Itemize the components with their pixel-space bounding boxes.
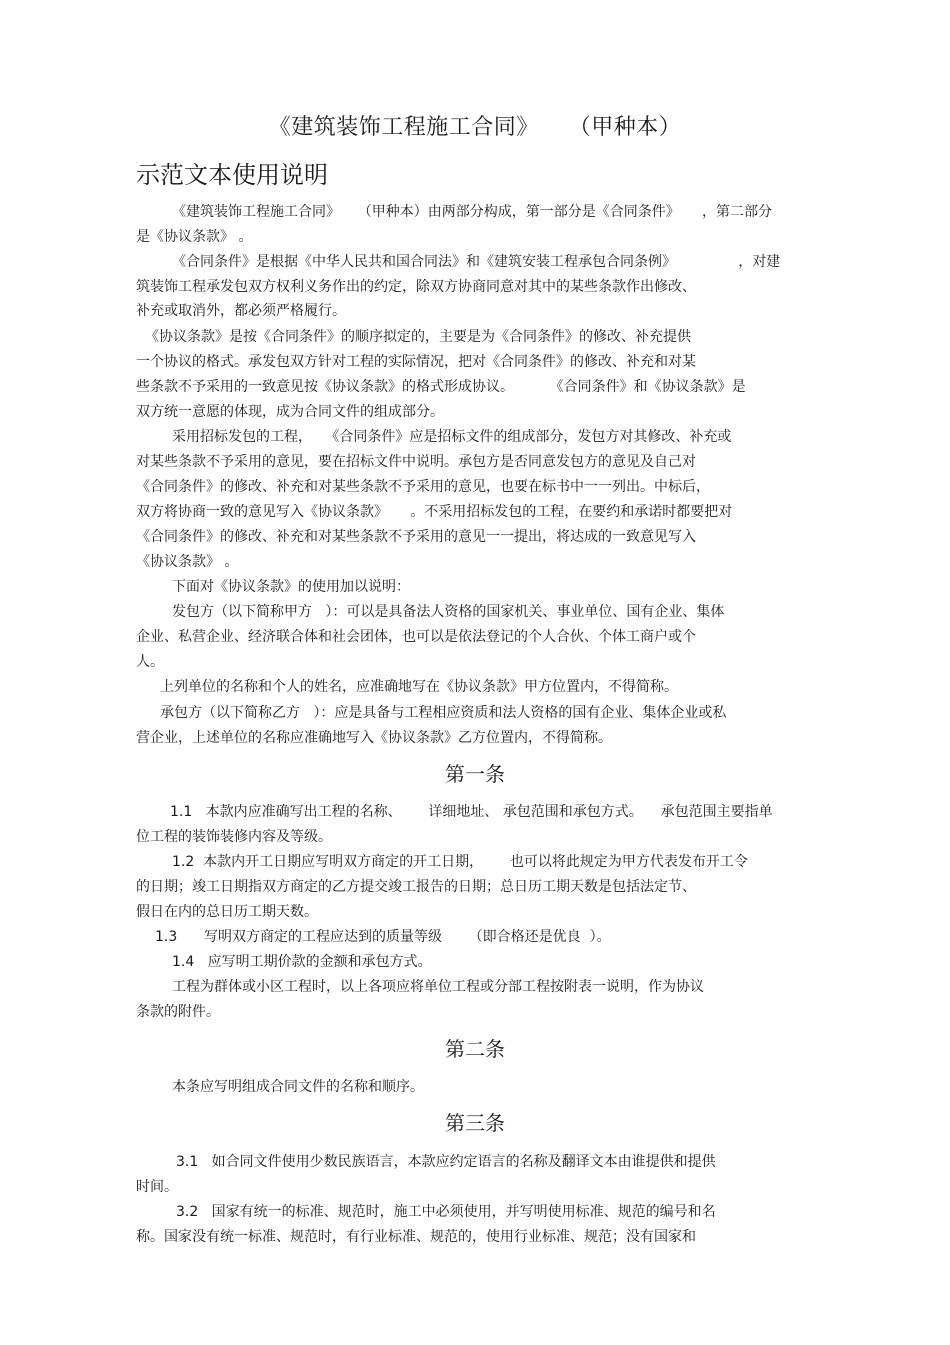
- article-line: 3.2 国家有统一的标准、规范时，施工中必须使用，并写明使用标准、规范的编号和名: [176, 1204, 716, 1220]
- intro-line: 采用招标发包的工程， 《合同条件》应是招标文件的组成部分，发包方对其修改、补充或: [172, 429, 732, 445]
- intro-line: 企业、私营企业、经济联合体和社会团体，也可以是依法登记的个人合伙、个体工商户或个: [136, 629, 696, 645]
- intro-line: 《合同条件》的修改、补充和对某些条款不予采用的意见一一提出，将达成的一致意见写入: [136, 529, 696, 545]
- intro-line: 《合同条件》的修改、补充和对某些条款不予采用的意见，也要在标书中一一列出。中标后，: [136, 479, 710, 495]
- intro-line: 人。: [136, 654, 164, 670]
- article-line: 的日期；竣工日期指双方商定的乙方提交竣工报告的日期；总日历工期天数是包括法定节、: [136, 879, 696, 895]
- article-line: 时间。: [136, 1179, 178, 1195]
- intro-line: 补充或取消外，都必须严格履行。: [136, 303, 346, 319]
- intro-line: 些条款不予采用的一致意见按《协议条款》的格式形成协议。 《合同条件》和《协议条款》是: [136, 379, 746, 395]
- intro-line: 是《协议条款》 。: [136, 229, 253, 245]
- intro-line: 营企业，上述单位的名称应准确地写入《协议条款》乙方位置内，不得简称。: [136, 730, 612, 746]
- intro-line: 承包方（以下简称乙方 ）：应是具备与工程相应资质和法人资格的国有企业、集体企业或私: [160, 705, 727, 721]
- article-line: 1.4 应写明工期价款的金额和承包方式。: [172, 954, 432, 970]
- article-line: 称。国家没有统一标准、规范时，有行业标准、规范的，使用行业标准、规范；没有国家和: [136, 1229, 696, 1245]
- article-line: 1.2 本款内开工日期应写明双方商定的开工日期， 也可以将此规定为甲方代表发布开工令: [172, 854, 748, 870]
- article-line: 1.1 本款内应准确写出工程的名称、 详细地址、 承包范围和承包方式。 承包范围主要指单: [170, 804, 773, 820]
- article-line: 工程为群体或小区工程时，以上各项应将单位工程或分部工程按附表一说明，作为协议: [172, 979, 704, 995]
- article-line: 条款的附件。: [136, 1004, 220, 1020]
- article-line: 本条应写明组成合同文件的名称和顺序。: [172, 1079, 424, 1095]
- document-title: 《建筑装饰工程施工合同》 （甲种本）: [268, 115, 682, 140]
- intro-line: 对某些条款不予采用的意见，要在招标文件中说明。承包方是否同意发包方的意见及自己对: [136, 454, 696, 470]
- intro-line: 《协议条款》是按《合同条件》的顺序拟定的，主要是为《合同条件》的修改、补充提供: [145, 329, 691, 345]
- article-line: 假日在内的总日历工期天数。: [136, 904, 318, 920]
- intro-line: 发包方（以下简称甲方 ）：可以是具备法人资格的国家机关、事业单位、国有企业、集体: [172, 604, 725, 620]
- intro-line: 双方将协商一致的意见写入《协议条款》 。不采用招标发包的工程，在要约和承诺时都要把对: [136, 504, 733, 520]
- intro-line: 《合同条件》是根据《中华人民共和国合同法》和《建筑安装工程承包合同条例》 ，对建: [172, 254, 781, 270]
- section-subtitle: 示范文本使用说明: [136, 161, 328, 189]
- intro-line: 《建筑装饰工程施工合同》 （甲种本）由两部分构成，第一部分是《合同条件》 ，第二部分: [172, 204, 773, 220]
- intro-line: 下面对《协议条款》的使用加以说明：: [172, 579, 410, 595]
- intro-line: 上列单位的名称和个人的姓名，应准确地写在《协议条款》甲方位置内，不得简称。: [160, 679, 678, 695]
- intro-line: 一个协议的格式。承发包双方针对工程的实际情况，把对《合同条件》的修改、补充和对某: [136, 354, 696, 370]
- article-line: 3.1 如合同文件使用少数民族语言，本款应约定语言的名称及翻译文本由谁提供和提供: [176, 1154, 716, 1170]
- article-heading: 第二条: [445, 1037, 505, 1061]
- article-heading: 第一条: [445, 762, 505, 786]
- intro-line: 双方统一意愿的体现，成为合同文件的组成部分。: [136, 404, 444, 420]
- intro-line: 《协议条款》 。: [136, 554, 239, 570]
- article-heading: 第三条: [445, 1111, 505, 1135]
- intro-line: 筑装饰工程承发包双方权利义务作出的约定，除双方协商同意对其中的某些条款作出修改、: [136, 279, 696, 295]
- article-line: 位工程的装饰装修内容及等级。: [136, 829, 332, 845]
- article-line: 1.3 写明双方商定的工程应达到的质量等级 （即合格还是优良 ）。: [155, 929, 611, 945]
